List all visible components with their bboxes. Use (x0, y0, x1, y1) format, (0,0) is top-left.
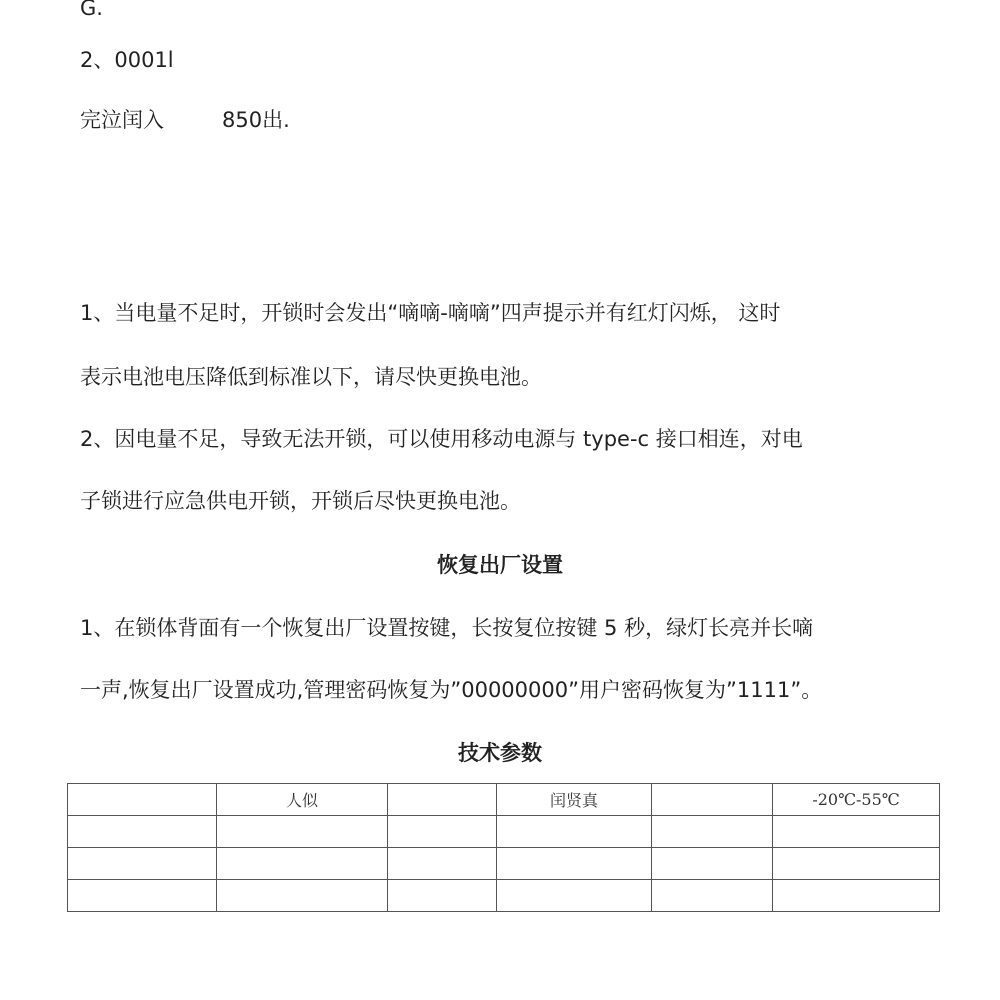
table-cell: -20℃-55℃ (773, 784, 940, 816)
low-battery-p2-line2: 子锁进行应急供电开锁，开锁后尽快更换电池。 (80, 489, 521, 513)
low-battery-p1-line1: 1、当电量不足时，开锁时会发出“嘀嘀-嘀嘀”四声提示并有红灯闪烁， 这时 (80, 301, 781, 325)
tech-params-heading: 技术参数 (458, 741, 542, 765)
factory-reset-heading: 恢复出厂设置 (437, 553, 563, 577)
table-cell (652, 784, 773, 816)
table-row (68, 880, 940, 912)
table-cell (652, 848, 773, 880)
table-row (68, 784, 940, 816)
table-row (68, 848, 940, 880)
fragment-line-3-right: 850出. (222, 108, 290, 132)
low-battery-p2-line1: 2、因电量不足，导致无法开锁，可以使用移动电源与 type-c 接口相连，对电 (80, 427, 803, 451)
table-cell (388, 784, 497, 816)
table-cell (773, 816, 940, 848)
table-cell (68, 880, 217, 912)
table-cell (497, 880, 652, 912)
low-battery-p1-line2: 表示电池电压降低到标准以下，请尽快更换电池。 (80, 365, 542, 389)
fragment-line-3 (80, 106, 290, 134)
table-cell (388, 880, 497, 912)
fragment-line-1: G. (80, 0, 103, 20)
table-cell: 闰贤真 (497, 784, 652, 816)
table-cell (217, 880, 388, 912)
table-cell (68, 848, 217, 880)
table-cell (497, 816, 652, 848)
table-cell (773, 880, 940, 912)
table-cell (652, 880, 773, 912)
table-cell (68, 816, 217, 848)
table-cell: 人似 (217, 784, 388, 816)
factory-reset-line2: 一声,恢复出厂设置成功,管理密码恢复为”00000000”用户密码恢复为”1111”。 (80, 678, 823, 702)
fragment-line-3-left: 完泣闰入 (80, 108, 164, 132)
table-cell (68, 784, 217, 816)
tech-params-table (67, 783, 940, 912)
table-cell (773, 848, 940, 880)
table-cell (388, 848, 497, 880)
fragment-line-2: 2、0001l (80, 48, 174, 72)
table-cell (217, 816, 388, 848)
factory-reset-line1: 1、在锁体背面有一个恢复出厂设置按键，长按复位按键 5 秒，绿灯长亮并长嘀 (80, 616, 814, 640)
table-cell (388, 816, 497, 848)
table-row (68, 816, 940, 848)
table-cell (217, 848, 388, 880)
table-cell (497, 848, 652, 880)
table-cell (652, 816, 773, 848)
